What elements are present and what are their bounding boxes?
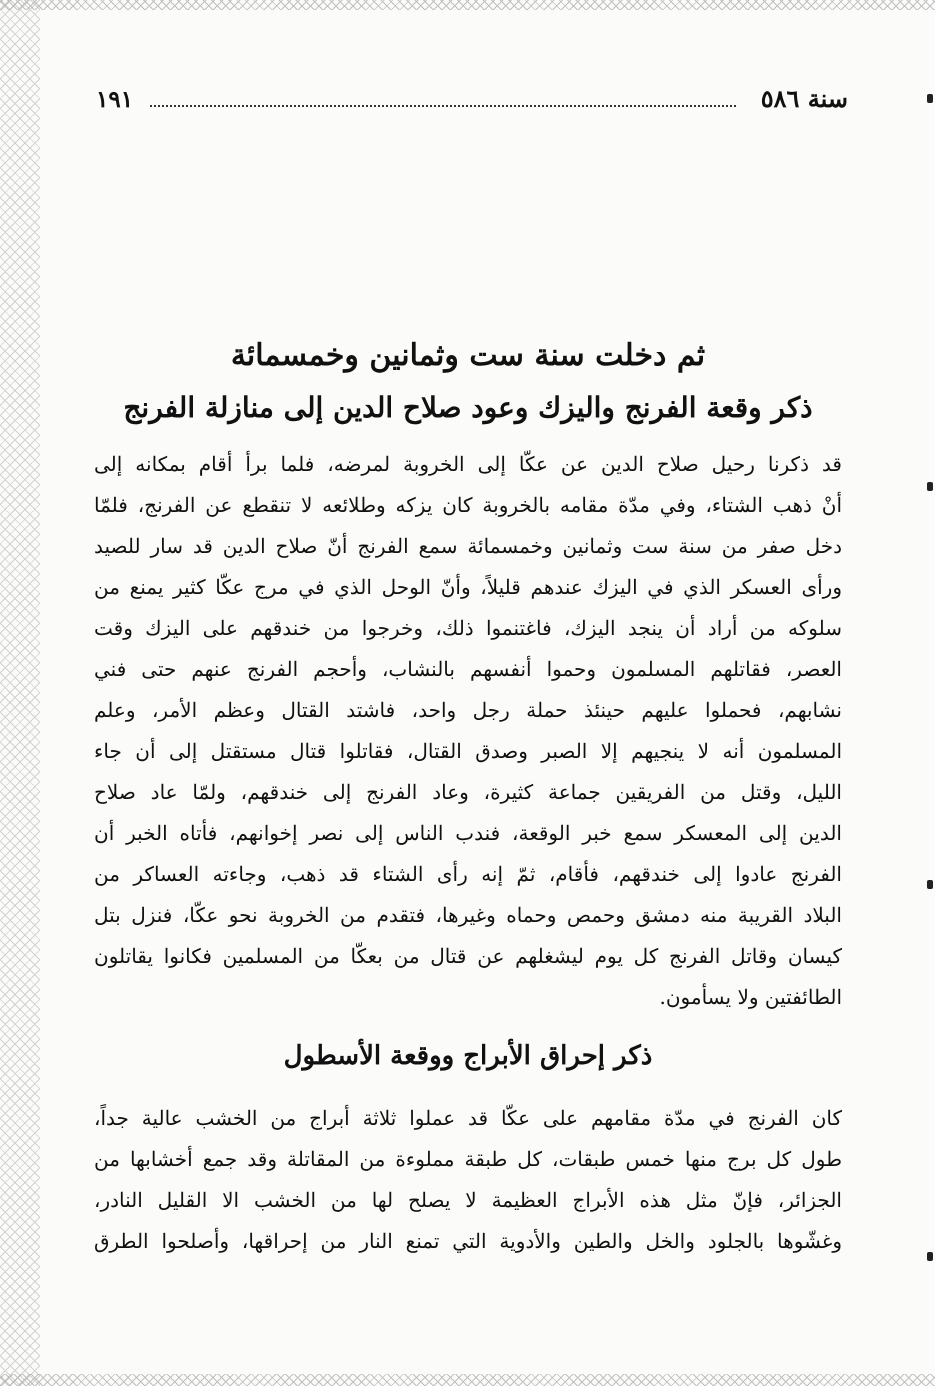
paragraph <box>94 444 842 1018</box>
page-body <box>94 330 842 1262</box>
chapter-title: ثم دخلت سنة ست وثمانين وخمسمائة <box>230 338 706 373</box>
page-number: ١٩١ <box>96 86 134 113</box>
text-line: المسلمون أنه لا ينجيهم إلا الصبر وصدق القتال، فقاتلوا قتال مستقتل إلى أن جاء <box>94 739 842 763</box>
page-edge-bottom <box>0 1374 935 1386</box>
text-line: أنْ ذهب الشتاء، وفي مدّة مقامه بالخروبة كان يزكه وطلائعه لا تنقطع عن الفرنج، فلمّا <box>94 493 843 517</box>
page-edge-left <box>0 0 40 1386</box>
paragraph <box>94 1098 842 1262</box>
text-line: الفرنج عادوا إلى خندقهم، فأقام، ثمّ إنه رأى الشتاء قد ذهب، وجاءته العساكر من <box>94 862 842 886</box>
text-line: البلاد القريبة منه دمشق وحمص وحماه وغيرها، فتقدم من الخروبة نحو عكّا، فنزل بتل <box>94 903 842 927</box>
text-line: دخل صفر من سنة ست وثمانين وخمسمائة سمع الفرنج أنّ صلاح الدين قد سار للصيد <box>94 534 842 558</box>
text-line: الدين إلى المعسكر سمع خبر الوقعة، فندب الناس إلى نصر إخوانهم، فأتاه الخبر أن <box>94 821 842 845</box>
margin-mark <box>927 482 933 491</box>
text-line: وغشّوها بالجلود والخل والطين والأدوية التي تمنع النار من إحراقها، وأصلحوا الطرق <box>94 1229 842 1253</box>
section-title: ذكر إحراق الأبراج ووقعة الأسطول <box>283 1041 653 1071</box>
text-line: الجزائر، فإنّ مثل هذه الأبراج العظيمة لا يصلح لها من الخشب الا القليل النادر، <box>94 1188 842 1212</box>
text-line: ورأى العسكر الذي في اليزك عندهم قليلاً، وأنّ الوحل الذي في مرج عكّا كثير يمنع من <box>94 575 842 599</box>
text-line: نشابهم، فحملوا عليهم حينئذ حملة رجل واحد، فاشتد القتال وعظم الأمر، وعلم <box>94 698 842 722</box>
margin-mark <box>927 94 933 103</box>
margin-mark <box>927 1252 933 1261</box>
text-line: قد ذكرنا رحيل صلاح الدين عن عكّا إلى الخروبة لمرضه، فلما برأ أقام بمكانه إلى <box>94 452 842 476</box>
text-line: الليل، وقتل من الفريقين جماعة كثيرة، وعاد الفرنج إلى خندقهم، ولمّا عاد صلاح <box>94 780 842 804</box>
leader-dots <box>150 105 736 107</box>
section-title: ذكر وقعة الفرنج واليزك وعود صلاح الدين إلى منازلة الفرنج <box>123 391 813 424</box>
running-head <box>88 82 848 118</box>
text-line: طول كل برج منها خمس طبقات، كل طبقة مملوءة من المقاتلة وقد جمع أخشابها من <box>94 1147 842 1171</box>
page-edge-top <box>0 0 935 10</box>
text-line: سلوكه من أراد أن ينجد اليزك، فاغتنموا ذلك، وخرجوا من خندقهم على اليزك وقت <box>94 616 842 640</box>
running-head-year: سنة ٥٨٦ <box>760 84 848 113</box>
text-line: كيسان وقاتل الفرنج كل يوم ليشغلهم عن قتال من بعكّا من المسلمين فكانوا يقاتلون <box>94 944 842 968</box>
text-line: الطائفتين ولا يسأمون. <box>659 985 842 1009</box>
text-line: العصر، فقاتلهم المسلمون وحموا أنفسهم بالنشاب، وأحجم الفرنج عنهم حتى فني <box>94 657 842 681</box>
text-line: كان الفرنج في مدّة مقامهم على عكّا قد عملوا ثلاثة أبراج من الخشب عالية جداً، <box>94 1106 842 1130</box>
margin-mark <box>927 880 933 889</box>
